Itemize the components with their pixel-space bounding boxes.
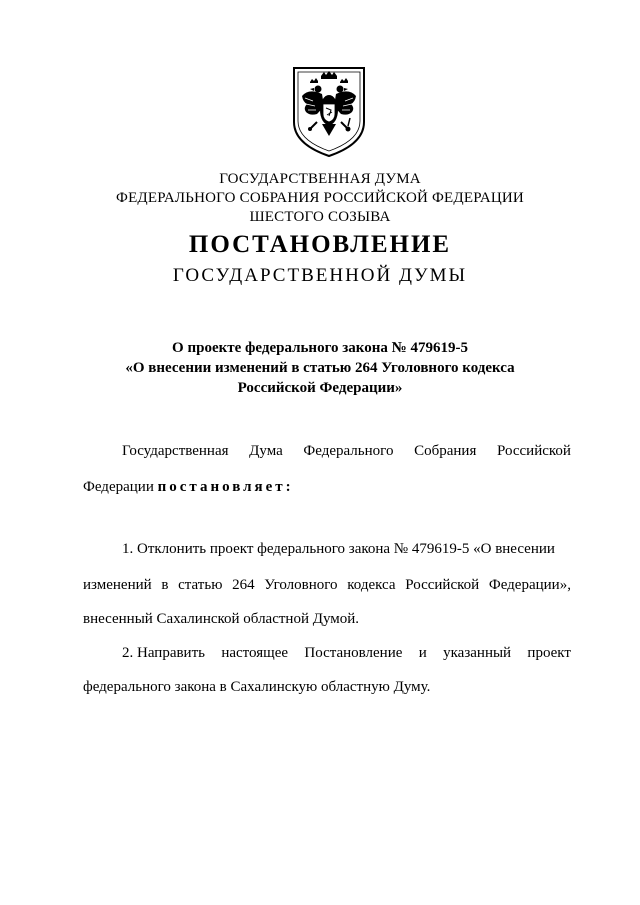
item-1-line-2 — [83, 575, 571, 595]
document-title: ПОСТАНОВЛЕНИЕ — [188, 231, 452, 258]
item-1-word: кодекса — [347, 577, 396, 593]
item-2-word: указанный — [443, 645, 512, 661]
item-2-word: и — [418, 645, 427, 661]
heading-line-2: «О внесении изменений в статью 264 Уголовного кодекса — [125, 360, 515, 376]
preamble-word: Дума — [249, 443, 283, 459]
item-2-word: проект — [527, 645, 571, 661]
item-2-word: настоящее — [221, 645, 289, 661]
item-1-word: изменений — [83, 577, 152, 593]
heading-line-1: О проекте федерального закона № 479619-5 — [172, 340, 468, 356]
header-line-1: ГОСУДАРСТВЕННАЯ ДУМА — [219, 171, 421, 187]
item-1-word: Федерации», — [488, 577, 571, 593]
preamble-prefix: Федерации — [83, 479, 158, 495]
heading-line-3: Российской Федерации» — [237, 380, 403, 396]
item-2-line-2: федерального закона в Сахалинскую областную Думу. — [83, 679, 431, 695]
preamble-line-1 — [122, 441, 571, 461]
item-1-word: Уголовного — [264, 577, 338, 593]
item-1-line-1: 1. Отклонить проект федерального закона № 479619-5 «О внесении — [122, 541, 555, 557]
header-line-2: ФЕДЕРАЛЬНОГО СОБРАНИЯ РОССИЙСКОЙ ФЕДЕРАЦИИ — [116, 190, 524, 206]
decision-verb: постановляет: — [157, 479, 294, 495]
item-2-word: 2. Направить — [122, 645, 205, 661]
preamble-word: Собрания — [414, 443, 477, 459]
preamble-word: Государственная — [122, 443, 229, 459]
resolution-heading — [0, 338, 640, 398]
coat-of-arms-icon — [291, 66, 367, 158]
item-1-word: Российской — [405, 577, 480, 593]
header-line-3: ШЕСТОГО СОЗЫВА — [249, 209, 391, 225]
item-1-line-3: внесенный Сахалинской областной Думой. — [83, 611, 360, 627]
issuer-header — [0, 170, 640, 227]
item-2-line-1 — [122, 643, 571, 663]
item-1-word: в — [161, 577, 169, 593]
item-1-word: 264 — [232, 577, 255, 593]
item-2-word: Постановление — [304, 645, 403, 661]
preamble-word: Федерального — [303, 443, 394, 459]
preamble-word: Российской — [497, 443, 571, 459]
document-subtitle: ГОСУДАРСТВЕННОЙ ДУМЫ — [172, 265, 468, 286]
preamble-line-2 — [83, 477, 294, 497]
item-1-word: статью — [178, 577, 223, 593]
